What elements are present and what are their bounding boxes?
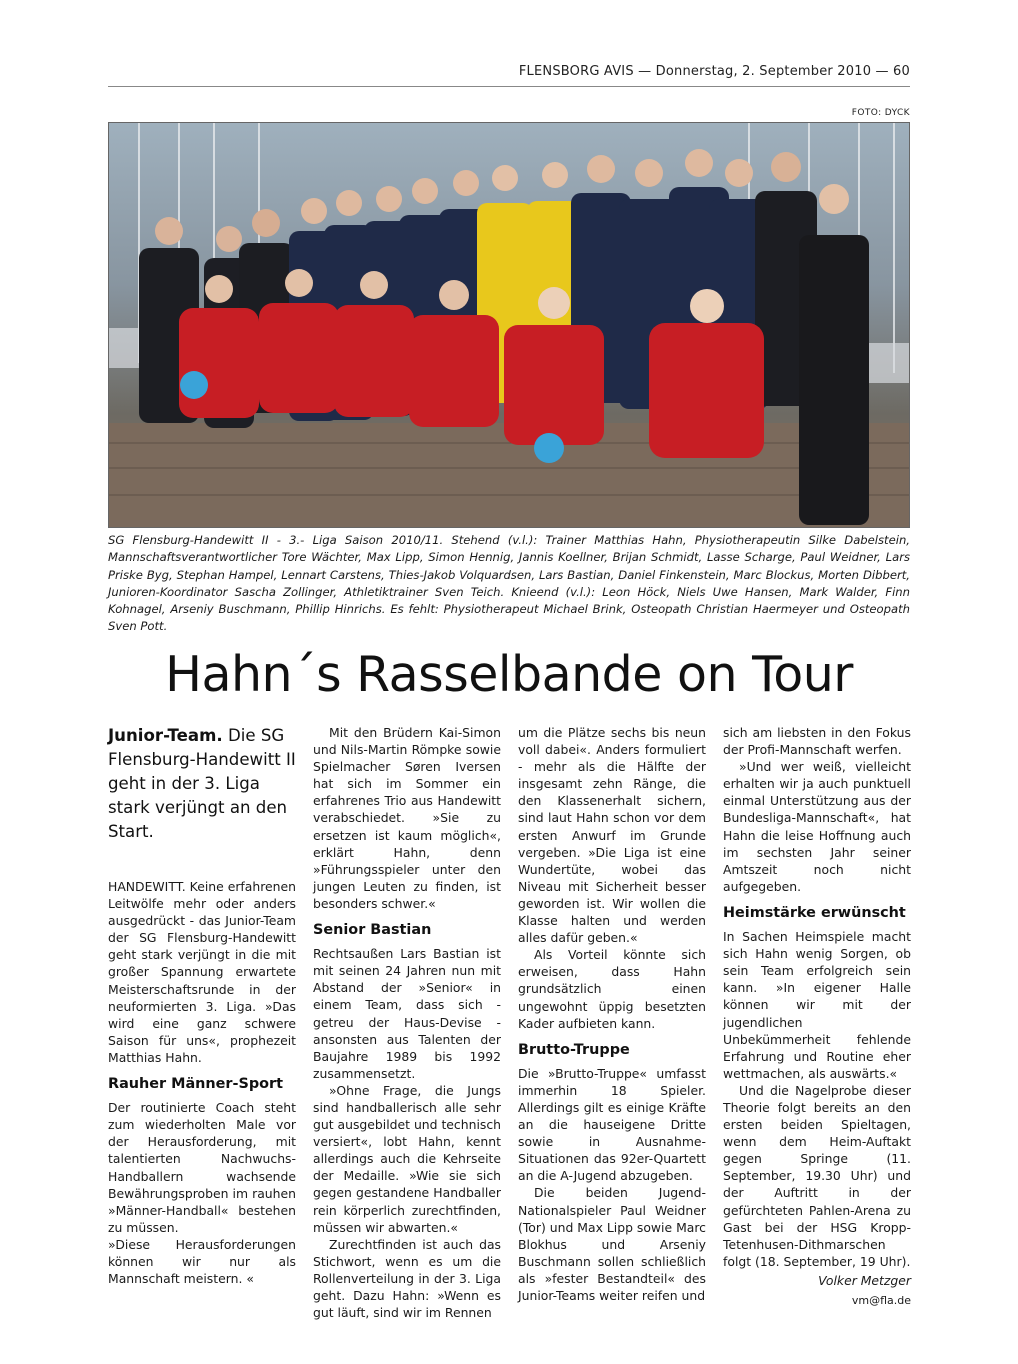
article-column-4 xyxy=(723,724,911,1309)
teaser-label: Junior-Team. xyxy=(108,726,223,745)
article-teaser xyxy=(108,724,296,844)
paragraph: »Ohne Frage, die Jungs sind handballerisch alle sehr gut ausgebildet und technisch versiert«, lobt Hahn, kennt allerdings auch die Kehrseite der Medaille. »Wie sie sich gegen gestandene Handballer rein körperlich zurechtfinden, müssen wir abwarten.« xyxy=(313,1082,502,1235)
paragraph: Mit den Brüdern Kai-Simon und Nils-Martin Römpke sowie Spielmacher Søren Iversen hat sich im Sommer ein erfahrenes Trio aus Handewitt verabschiedet. »Sie zu ersetzen ist kaum möglich«, erklärt Hahn, denn »Führungsspieler unter den jungen Leuten zu finden, ist besonders schwer.« xyxy=(313,725,501,911)
photo-credit: FOTO: DYCK xyxy=(851,108,910,118)
paragraph: Als Vorteil könnte sich erweisen, dass Hahn grundsätzlich einen ungewohnt üppig besetzten Kader aufbieten kann. xyxy=(518,947,706,1031)
photo-caption: SG Flensburg-Handewitt II - 3.- Liga Saison 2010/11. Stehend (v.l.): Trainer Matthias Hahn, Physiotherapeutin Silke Dabelstein, Mannschaftsverantwortlicher Tore Wächter, Max Lipp, Simon Hennig, Jannis Koellner, Brijan Schmidt, Lasse Scharge, Paul Weidner, Lars Priske Byg, Stephan Hampel, Lennart Carstens, Thies-Jakob Volquardsen, Lars Bastian, Daniel Finkenstein, Marc Blockus, Morten Dibbert, Junioren-Koordinator Sascha Zollinger, Athletiktrainer Sven Teich. Knieend (v.l.): Leon Höck, Niels Uwe Hansen, Mark Walder, Finn Kohnagel, Arseniy Buschmann, Phillip Hinrichs. Es fehlt: Physiotherapeut Michael Brink, Osteopath Christian Haermeyer und Osteopath Sven Pott. xyxy=(108,533,910,634)
article-headline: Hahn´s Rasselbande on Tour xyxy=(165,646,853,703)
paragraph: Die »Brutto-Truppe« umfasst immerhin 18 Spieler. Allerdings gilt es einige Kräfte an die hauseigene Dritte sowie in Ausnahme-Situationen das 92er-Quartett an die A-Jugend abzugeben. xyxy=(518,1065,706,1184)
header-rule xyxy=(108,86,910,87)
subheading: Heimstärke erwünscht xyxy=(723,904,906,921)
page-header: FLENSBORG AVIS — Donnerstag, 2. September 2010 — 60 xyxy=(518,64,910,79)
subheading: Senior Bastian xyxy=(313,922,432,939)
paragraph: um die Plätze sechs bis neun voll dabei«. Anders formuliert - mehr als die Hälfte der insgesamt zehn Ränge, die den Klassenerhalt sichern, sind laut Hahn schon vor dem ersten Anwurf im Grunde vergeben. »Die Liga ist eine Wundertüte, wobei das Niveau mit Sicherheit besser geworden ist. Wir wollen die Klasse halten und werden alles dafür geben.« xyxy=(518,725,706,946)
paragraph: sich am liebsten in den Fokus der Profi-Mannschaft werfen. xyxy=(723,725,911,758)
paragraph: »Und wer weiß, vielleicht erhalten wir ja auch punktuell einmal Unterstützung aus der Bundesliga-Mannschaft«, hat Hahn die leise Hoffnung auch im sechsten Jahr seiner Amtszeit noch nicht aufgegeben. xyxy=(723,759,911,894)
subheading: Rauher Männer-Sport xyxy=(108,1076,284,1093)
paragraph: Der routinierte Coach steht zum wiederholten Male vor der Herausforderung, mit talentierten Nachwuchs-Handballern wachsende Bewährungsproben im rauhen »Männer-Handball« bestehen zu müssen. xyxy=(108,1100,296,1235)
article-column-3 xyxy=(518,724,706,1304)
paragraph: Die beiden Jugend-Nationalspieler Paul Weidner (Tor) und Max Lipp sowie Marc Blokhus und Arseniy Buschmann sollen schließlich als »fester Bestandteil« des Junior-Teams weiter reifen und xyxy=(518,1185,706,1303)
article-column-2 xyxy=(313,724,501,1321)
teaser-text: Die SG Flensburg-Handewitt II geht in der 3. Liga stark verjüngt an den Start. xyxy=(108,726,296,841)
team-photo xyxy=(108,122,910,528)
paragraph: Zurechtfinden ist auch das Stichwort, wenn es um die Rollenverteilung in der 3. Liga geht. Dazu Hahn: »Wenn es gut läuft, sind wir im Rennen xyxy=(313,1236,501,1321)
paragraph: In Sachen Heimspiele macht sich Hahn wenig Sorgen, ob sein Team erfolgreich sein kann. »In eigener Halle können wir mit der jugendlichen Unbekümmerheit fehlende Erfahrung und Routine eher wettmachen, als auswärts.« xyxy=(723,929,911,1081)
team-photo-illustration xyxy=(109,123,909,527)
subheading: Brutto-Truppe xyxy=(518,1041,630,1058)
paragraph: HANDEWITT. Keine erfahrenen Leitwölfe mehr oder anders ausgedrückt - das Junior-Team der SG Flensburg-Handewitt geht stark verjüngt in die mit großer Spannung erwartete Meisterschaftsrunde in der neuformierten 3. Liga. »Das wird eine ganz schwere Saison für uns«, prophezeit Matthias Hahn. xyxy=(108,879,296,1065)
article-column-1 xyxy=(108,724,296,1287)
paragraph: »Diese Herausforderungen können wir nur als Mannschaft meistern. « xyxy=(108,1236,296,1287)
paragraph: Rechtsaußen Lars Bastian ist mit seinen 24 Jahren nun mit Abstand der »Senior« in einem Team, dass sich - getreu der Haus-Devise - ansonsten aus Talenten der Baujahre 1989 bis 1992 zusammensetzt. xyxy=(313,946,501,1081)
author-email: vm@fla.de xyxy=(851,1294,911,1307)
paragraph: Und die Nagelprobe dieser Theorie folgt bereits an den ersten beiden Spieltagen, wenn dem Heim-Auftakt gegen Springe (11. September, 19.30 Uhr) und der Auftritt in der gefürchteten Pahlen-Arena zu Gast bei der HSG Kropp-Tetenhusen-Dithmarschen folgt (18. September, 19 Uhr). xyxy=(723,1082,911,1269)
author-name: Volker Metzger xyxy=(818,1272,911,1288)
